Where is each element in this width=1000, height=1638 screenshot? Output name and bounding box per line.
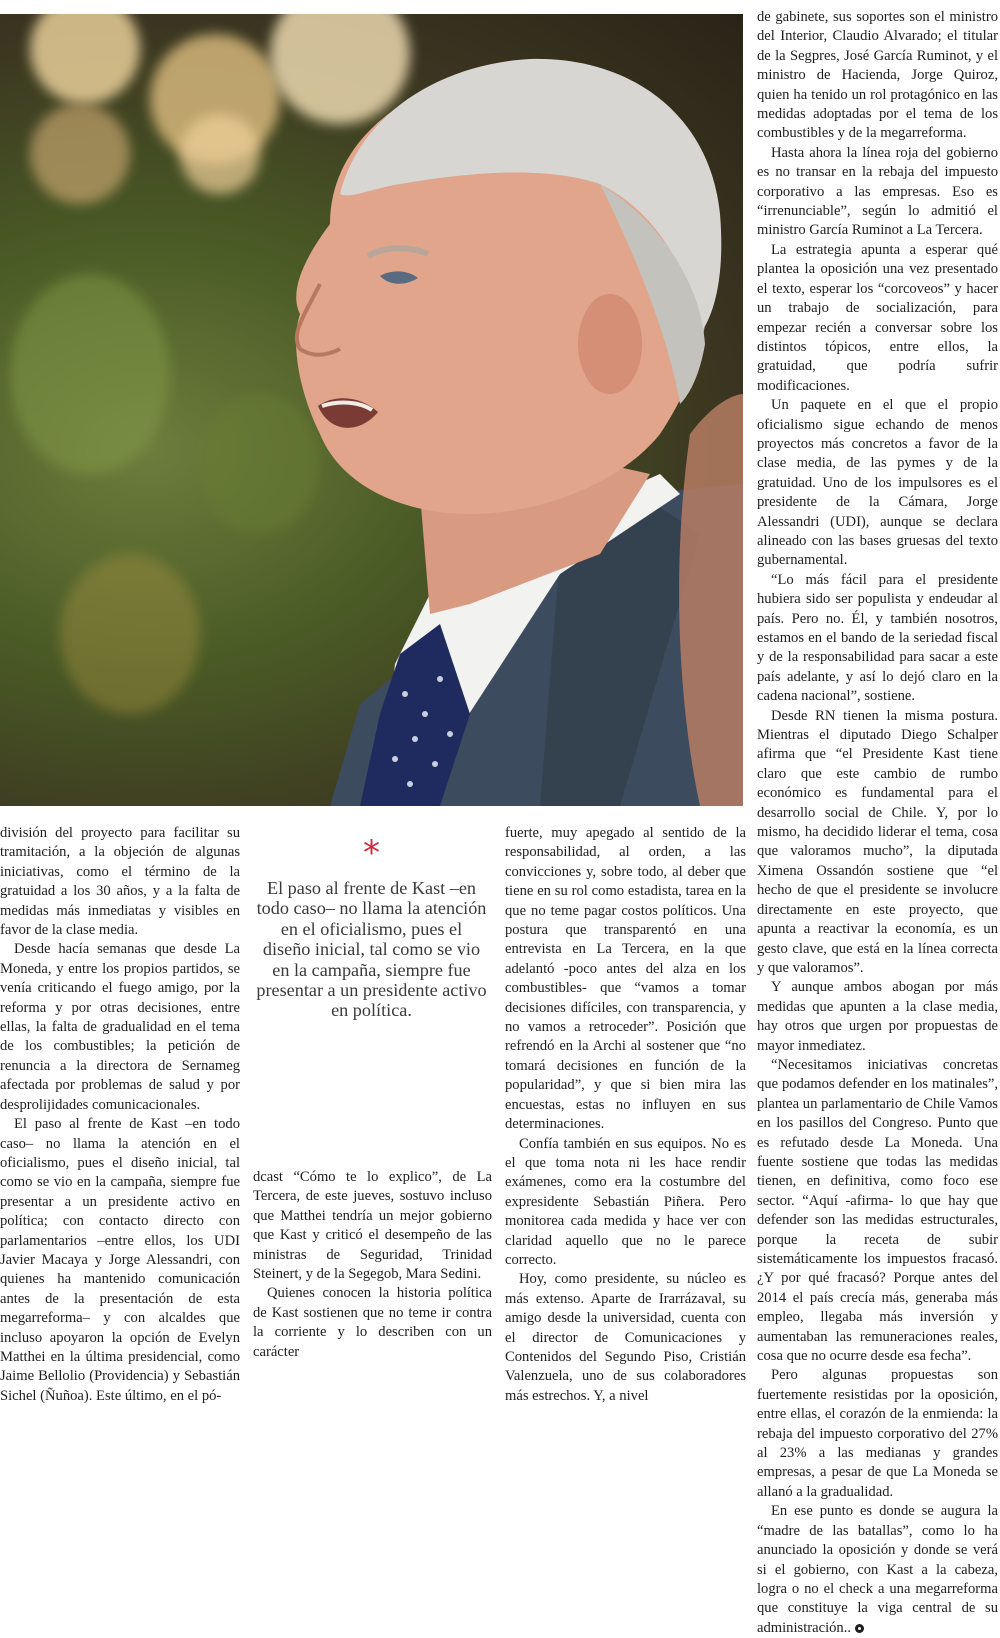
- paragraph: de gabinete, sus soportes son el ministro del Interior, Claudio Alvarado; el titular de la Segpres, José García Ruminot, y el ministro de Hacienda, Jorge Quiroz, quien ha tenido un rol protagónico en las medidas adoptadas por el tema de los combustibles y de la megarreforma.: [757, 9, 998, 142]
- paragraph: dcast “Cómo te lo explico”, de La Tercera, de este jueves, sostuvo incluso que Matthei tendría un mejor gobierno que Kast y criticó el desempeño de las ministras de Seguridad, Trinidad Steinert, y de la Segegob, Mara Sedini.: [253, 1169, 492, 1283]
- paragraph: “Necesitamos iniciativas concretas que podamos defender en los matinales”, plantea un parlamentario de Chile Vamos en los pasillos del Congreso. Punto que es refutado desde La Moneda. Una fuente sostiene que todas las medidas tienen, en definitiva, como foco ese sector. “Aquí -afirma- lo que hay que defender son las medidas estructurales, porque la receta de subir sistemáticamente los impuestos fracasó. ¿Y por qué fracasó? Porque antes del 2014 el país crecía más, generaba más empleo, llegaba más inversión y aumentaban las remuneraciones reales, cosa que no ocurre desde esa fecha”.: [757, 1056, 998, 1365]
- paragraph: Confía también en sus equipos. No es el que toma nota ni les hace rendir exámenes, como era la costumbre del expresidente Sebastián Piñera. Pero monitorea cada medida y hace ver con claridad aquello que no le parece correcto.: [505, 1135, 746, 1268]
- paragraph: La estrategia apunta a esperar qué plantea la oposición una vez presentado el texto, esperar los “corcoveos” y hacer un trabajo de socialización, para empezar recién a conversar sobre los distintos tópicos, entre ellos, la gratuidad, que podría sufrir modificaciones.: [757, 241, 998, 394]
- paragraph: El paso al frente de Kast –en todo caso– no llama la atención en el oficialismo, pues el diseño inicial, tal como se vio en la campaña, siempre fue presentar a un presidente activo en política; con contacto directo con parlamentarios –entre ellos, los UDI Javier Macaya y Jorge Alessandri, con quienes ha mantenido comunicación antes de la presentación de esta megarreforma– y con alcaldes que incluso apoyaron la opción de Evelyn Matthei en la última presidencial, como Jaime Bellolio (Providencia) y Sebastián Sichel (Ñuñoa). Este último, en el pó-: [0, 1116, 240, 1404]
- paragraph: Quienes conocen la historia política de Kast sostienen que no teme ir contra la corriente y lo describen con un carácter: [253, 1285, 492, 1360]
- article-column-2: [253, 1168, 492, 1362]
- pull-quote: [255, 833, 488, 1021]
- article-photo: [0, 14, 743, 806]
- pull-quote-text: El paso al frente de Kast –en todo caso– no llama la atención en el oficialismo, pues el diseño inicial, tal como se vio en la campaña, siempre fue presentar a un presidente activo en política.: [256, 878, 487, 1021]
- article-column-1: [0, 824, 240, 1406]
- paragraph: “Lo más fácil para el presidente hubiera sido ser populista y endeudar al país. Pero no. Él, y también nosotros, estamos en el bando de la seriedad fiscal y de la responsabilidad para sacar a este país adelante, y así lo dejó claro en la cadena nacional”, sostiene.: [757, 571, 998, 705]
- paragraph: Desde RN tienen la misma postura. Mientras el diputado Diego Schalper afirma que “el Presidente Kast tiene claro que este cambio de rumbo económico es fundamental para el desarrollo social de Chile. Y, por lo mismo, ha decidido liderar el tema, cosa que valoramos mucho”, la diputada Ximena Ossandón sostiene que “el hecho de que el presidente se involucre directamente en este proyecto, que apunta a reactivar la economía, es un gesto clave, que está en la línea correcta y que valoramos”.: [757, 707, 998, 976]
- paragraph: Hoy, como presidente, su núcleo es más extenso. Aparte de Irarrázaval, su amigo desde la universidad, cuenta con el director de Comunicaciones y Contenidos del Segundo Piso, Cristián Valenzuela, uno de sus colaboradores más estrechos. Y, a nivel: [505, 1271, 746, 1404]
- paragraph-text: En ese punto es donde se augura la “madre de las batallas”, como lo ha anunciado la oposición y donde se verá si el gobierno, con Kast a la cabeza, logra o no el check a una megarreforma que constituye la viga central de su administración..: [757, 1503, 998, 1636]
- paragraph: división del proyecto para facilitar su tramitación, a la objeción de algunas iniciativas, como el término de la gratuidad a los 30 años, y a la falta de medidas más inmediatas y visibles en favor de la clase media.: [0, 825, 240, 939]
- asterisk-icon: *: [363, 833, 380, 873]
- article-column-3: [505, 824, 746, 1406]
- article-column-right: [757, 8, 998, 1638]
- end-of-article-icon: [855, 1624, 864, 1633]
- paragraph-last: [757, 1502, 998, 1638]
- paragraph: Y aunque ambos abogan por más medidas que apunten a la clase media, hay otros que urgen por propuestas de mayor inmediatez.: [757, 979, 998, 1054]
- paragraph: Un paquete en el que el propio oficialismo sigue echando de menos proyectos más concretos a favor de la clase media, de las pymes y de la gratuidad. Uno de los impulsores es el presidente de la Cámara, Jorge Alessandri (UDI), aunque se declara alineado con las bases gruesas del texto gubernamental.: [757, 397, 998, 569]
- portrait-illustration: [0, 14, 743, 806]
- paragraph: Pero algunas propuestas son fuertemente resistidas por la oposición, entre ellas, el corazón de la enmienda: la rebaja del impuesto corporativo del 27% al 23% a las medianas y grandes empresas, a pesar de que La Moneda se allanó a la gradualidad.: [757, 1367, 998, 1500]
- paragraph: Desde hacía semanas que desde La Moneda, y entre los propios partidos, se venía criticando el fuego amigo, por la reforma y por otras decisiones, entre ellas, la falta de gradualidad en el tema de los combustibles; la petición de renuncia a la directora de Sernameg afectada por problemas de salud y por desprolijidades comunicacionales.: [0, 941, 240, 1113]
- paragraph: fuerte, muy apegado al sentido de la responsabilidad, al orden, a las convicciones y, sobre todo, al deber que tiene en su rol como estadista, tarea en la que no teme pagar costos políticos. Una postura que transparentó en una entrevista en La Tercera, en la que adelantó -poco antes del alza en los combustibles- que “vamos a tomar decisiones difíciles, con transparencia, y no vamos a retroceder”. Posición que refrendó en la Archi al sostener que “no tomará decisiones en función de la popularidad”, y que si bien mira las encuestas, estas no influyen en sus determinaciones.: [505, 825, 746, 1133]
- paragraph: Hasta ahora la línea roja del gobierno es no transar en la rebaja del impuesto corporativo a las empresas. Eso es “irrenunciable”, según lo admitió el ministro García Ruminot a La Tercera.: [757, 144, 998, 239]
